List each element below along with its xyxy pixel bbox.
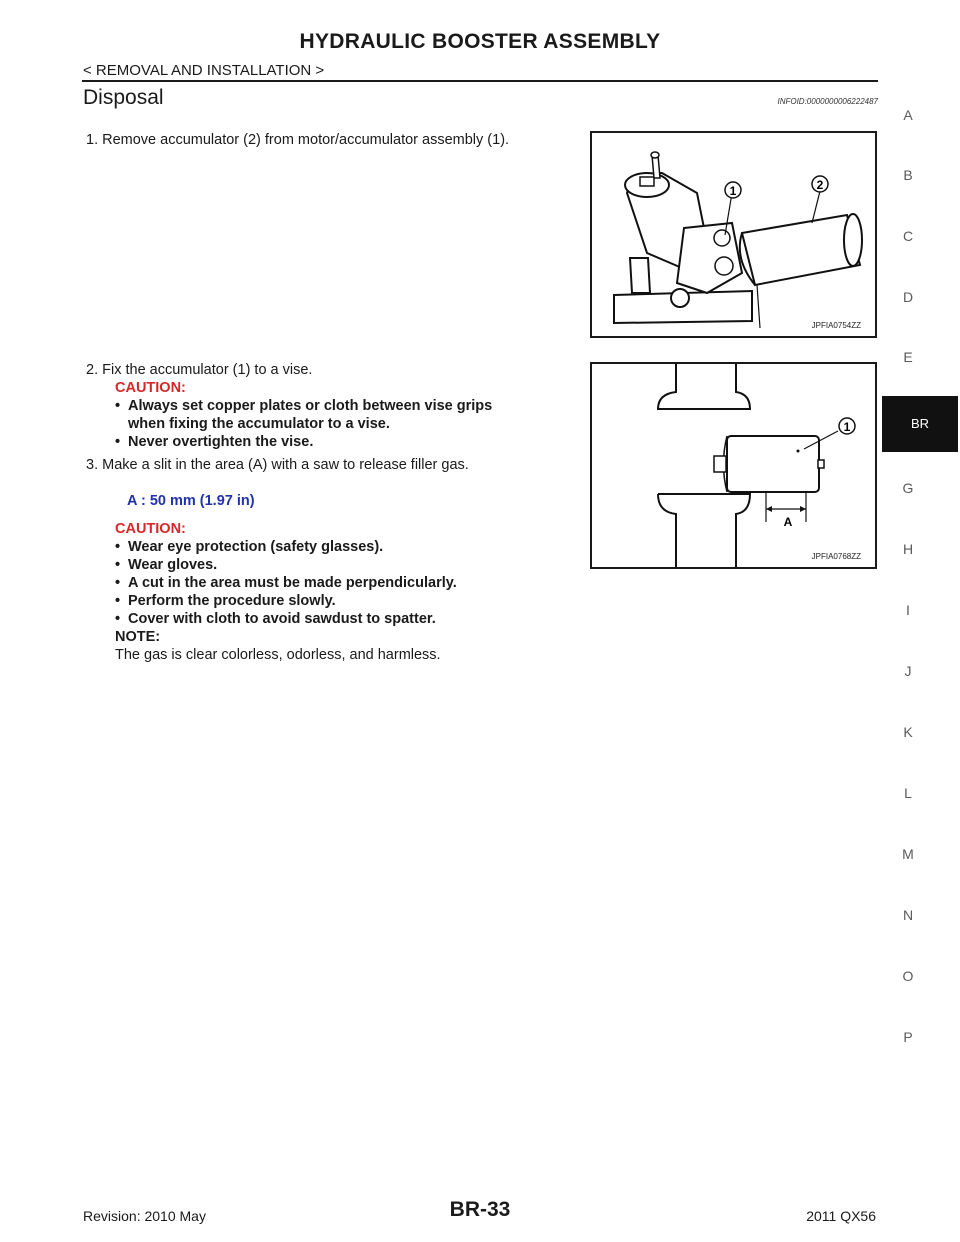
caution-item: • Always set copper plates or cloth between vise grips	[115, 397, 492, 415]
index-tab-i[interactable]: I	[906, 602, 910, 618]
index-tab-e[interactable]: E	[903, 349, 913, 365]
index-tab-h[interactable]: H	[902, 541, 914, 557]
index-tab-m[interactable]: M	[902, 846, 914, 862]
model-year: 2011 QX56	[806, 1208, 876, 1224]
callout-2: 2	[816, 178, 824, 192]
note-text: The gas is clear colorless, odorless, and harmless.	[115, 647, 441, 663]
caution-item: • Cover with cloth to avoid sawdust to spatter.	[115, 610, 436, 628]
caution-item: • Wear gloves.	[115, 556, 217, 574]
callout-1: 1	[729, 184, 737, 198]
index-tab-g[interactable]: G	[902, 480, 914, 496]
figure-accumulator-assembly	[590, 131, 877, 338]
caution-item: • A cut in the area must be made perpendicularly.	[115, 574, 457, 592]
header-divider	[82, 80, 878, 82]
index-tab-p[interactable]: P	[903, 1029, 913, 1045]
caution-item: • Perform the procedure slowly.	[115, 592, 336, 610]
caution-label: CAUTION:	[115, 380, 186, 396]
note-label: NOTE:	[115, 629, 161, 645]
caution-item: • Wear eye protection (safety glasses).	[115, 538, 383, 556]
index-tab-k[interactable]: K	[903, 724, 913, 740]
index-tab-o[interactable]: O	[902, 968, 914, 984]
index-tab-d[interactable]: D	[902, 289, 914, 305]
index-tab-j[interactable]: J	[904, 663, 912, 679]
index-tab-a[interactable]: A	[903, 107, 913, 123]
index-tab-c[interactable]: C	[902, 228, 914, 244]
section-breadcrumb: < REMOVAL AND INSTALLATION >	[83, 62, 325, 79]
index-tab-n[interactable]: N	[902, 907, 914, 923]
caution-label: CAUTION:	[115, 521, 186, 537]
index-tab-l[interactable]: L	[904, 785, 912, 801]
caution-item-continued: when fixing the accumulator to a vise.	[128, 416, 390, 432]
index-tab-b[interactable]: B	[903, 167, 913, 183]
step-3-text: 3. Make a slit in the area (A) with a saw to release filler gas.	[86, 457, 469, 473]
figure-code: JPFIA0754ZZ	[811, 321, 861, 330]
dimension-a-label: A	[783, 515, 793, 529]
dimension-spec: A : 50 mm (1.97 in)	[127, 493, 255, 509]
accumulator-assembly-illustration	[592, 133, 875, 336]
document-title: HYDRAULIC BOOSTER ASSEMBLY	[299, 30, 661, 53]
index-tab-br-active[interactable]: BR	[882, 396, 958, 452]
section-title: Disposal	[83, 86, 164, 109]
step-2-text: 2. Fix the accumulator (1) to a vise.	[86, 362, 313, 378]
vise-illustration	[592, 364, 875, 567]
page-number: BR-33	[449, 1198, 511, 1221]
step-1-text: 1. Remove accumulator (2) from motor/accumulator assembly (1).	[86, 132, 510, 148]
figure-accumulator-in-vise	[590, 362, 877, 569]
caution-item: • Never overtighten the vise.	[115, 433, 313, 451]
callout-1: 1	[843, 420, 851, 434]
revision-date: Revision: 2010 May	[83, 1208, 206, 1224]
info-id: INFOID:0000000006222487	[777, 97, 878, 106]
figure-code: JPFIA0768ZZ	[811, 552, 861, 561]
